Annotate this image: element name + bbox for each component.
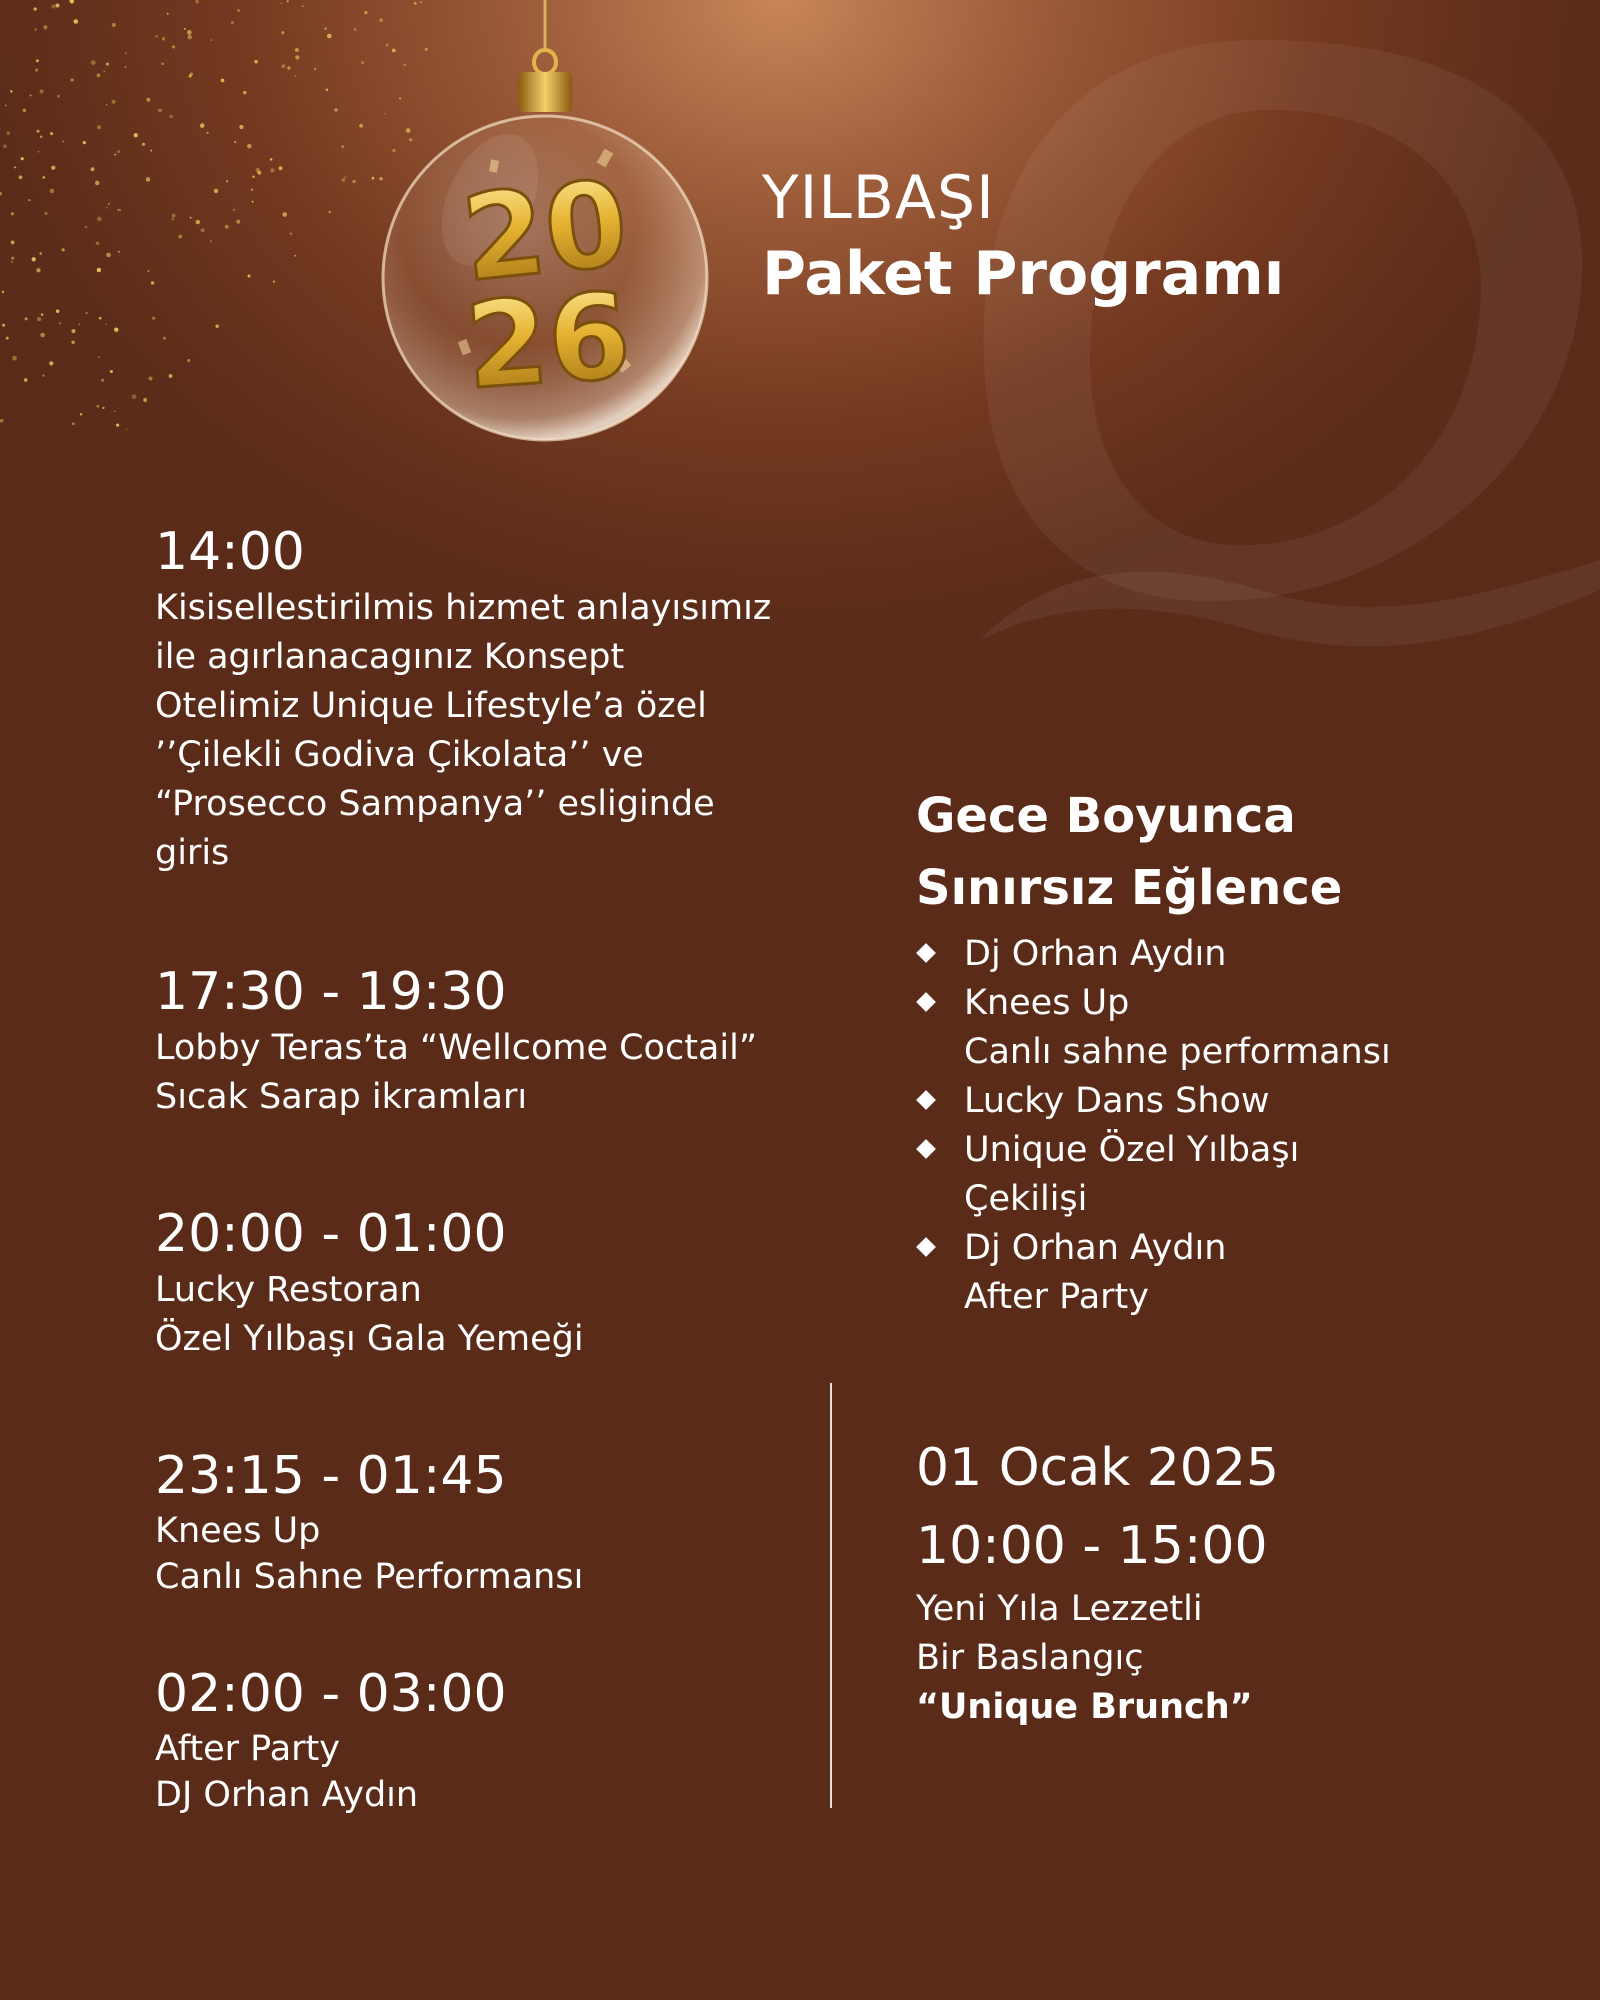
sparkle-dot [214,189,218,193]
sparkle-dot [72,422,75,425]
brunch-desc-line: Bir Baslangıç [916,1638,1144,1678]
sparkle-dot [37,130,40,133]
sparkle-dot [7,131,11,135]
sparkle-dot [114,154,116,156]
sparkle-dot [226,180,228,182]
sparkle-dot [210,240,212,242]
sparkle-dot [114,410,116,412]
list-item-line: Unique Özel Yılbaşı [964,1130,1300,1170]
sparkle-dot [327,34,332,39]
new-year-day-section [916,1435,1556,1732]
sparkle-dot [184,28,186,30]
sparkle-dot [243,91,246,94]
sparkle-dot [169,374,173,378]
sparkle-dot [112,23,116,27]
sparkle-dot [108,203,110,205]
sparkle-dot [11,261,13,263]
entertainment-section [916,780,1556,1322]
sparkle-dot [110,370,113,373]
sparkle-dot [162,37,165,40]
sparkle-dot [295,48,299,52]
sparkle-dot [19,175,23,179]
diamond-bullet-icon [916,1139,936,1159]
schedule-item [155,1202,855,1364]
sparkle-dot [256,168,260,172]
sparkle-dot [97,74,101,78]
sparkle-dot [282,212,287,217]
list-item-line: Dj Orhan Aydın [964,1228,1227,1268]
sparkle-dot [206,132,208,134]
sparkle-dot [83,141,86,144]
entertainment-list [916,930,1556,1322]
sparkle-dot [150,150,152,152]
sparkle-dot [124,66,126,68]
sparkle-dot [248,275,251,278]
entertainment-title-line1: Gece Boyunca [916,788,1296,844]
sparkle-dot [215,324,218,327]
sparkle-dot [91,60,96,65]
schedule-time: 17:30 - 19:30 [155,962,507,1022]
sparkle-dot [71,341,74,344]
diamond-bullet-icon [916,992,936,1012]
schedule-time: 23:15 - 01:45 [155,1446,507,1506]
sparkle-dot [142,143,145,146]
sparkle-dot [352,180,356,184]
sparkle-dot [146,177,150,181]
sparkle-dot [273,280,275,282]
sparkle-dot [91,167,95,171]
sparkle-dot [56,310,59,313]
sparkle-dot [187,35,191,39]
list-item [916,1126,1556,1224]
sparkle-dot [270,158,273,161]
sparkle-dot [117,150,120,153]
schedule-time: 02:00 - 03:00 [155,1664,507,1724]
sparkle-dot [106,253,111,258]
sparkle-dot [6,337,9,340]
sparkle-dot [25,317,28,320]
sparkle-dot [3,144,7,148]
sparkle-dot [11,240,15,244]
schedule-desc-line: giris [155,833,230,873]
sparkle-dot [62,141,64,143]
title-yilbasi: YILBAŞI [762,163,995,233]
sparkle-dot [21,157,24,160]
sparkle-dot [97,268,101,272]
sparkle-dot [35,69,38,72]
schedule-item [155,1662,855,1818]
sparkle-dot [43,25,47,29]
sparkle-dot [190,217,192,219]
sparkle-dot [146,98,150,102]
sparkle-dot [201,228,205,232]
sparkle-dot [43,176,46,179]
sparkle-dot [0,419,3,423]
sparkle-dot [281,64,285,68]
sparkle-dot [149,377,153,381]
sparkle-dot [287,66,290,69]
sparkle-dot [302,5,304,7]
schedule-desc-line: Lucky Restoran [155,1270,422,1310]
sparkle-dot [132,394,137,399]
sparkle-dot [147,270,149,272]
sparkle-dot [118,251,120,253]
list-item-line: Dj Orhan Aydın [964,934,1227,974]
sparkle-dot [102,407,104,409]
sparkle-dot [59,322,62,325]
sparkle-dot [281,2,283,4]
ornament-year-top: 20 [456,153,634,309]
sparkle-dot [34,7,37,10]
sparkle-dot [287,0,289,2]
schedule-desc-line: Knees Up [155,1511,321,1551]
diamond-bullet-icon [916,943,936,963]
sparkle-dot [101,379,104,382]
list-item-line: Lucky Dans Show [964,1081,1270,1121]
schedule-item [155,520,855,878]
sparkle-dot [234,141,236,143]
sparkle-dot [56,4,60,8]
sparkle-dot [32,257,36,261]
sparkle-dot [10,90,12,92]
sparkle-dot [125,52,127,54]
sparkle-dot [35,28,37,30]
schedule-desc-line: Otelimiz Unique Lifestyle’a özel [155,686,707,726]
list-item-subline: Çekilişi [964,1179,1088,1219]
sparkle-dot [221,79,225,83]
schedule-desc-line: Canlı Sahne Performansı [155,1557,584,1597]
list-item [916,1224,1556,1322]
sparkle-dot [49,361,53,365]
schedule-desc-line: After Party [155,1729,340,1769]
sparkle-dot [99,317,102,320]
sparkle-dot [178,235,182,239]
sparkle-dot [98,356,100,358]
sparkle-dot [344,176,346,178]
sparkle-dot [37,151,39,153]
diamond-bullet-icon [916,1090,936,1110]
sparkle-dot [134,133,138,137]
christmas-ornament-image [370,0,720,460]
sparkle-dot [74,19,79,24]
sparkle-dot [79,324,81,326]
sparkle-dot [70,0,74,3]
sparkle-dot [151,281,154,284]
sparkle-dot [334,108,338,112]
sparkle-dot [39,252,42,255]
sparkle-dot [172,218,175,221]
sparkle-dot [189,74,192,77]
title-paket-programi: Paket Programı [762,239,1285,309]
sparkle-dot [143,398,147,402]
entertainment-title-line2: Sınırsız Eğlence [916,860,1343,916]
sparkle-dot [342,178,345,181]
sparkle-dot [40,89,44,93]
sparkle-dot [45,212,48,215]
sparkle-dot [247,144,251,148]
sparkle-dot [41,313,43,315]
schedule-desc-line: “Prosecco Sampanya’’ esliginde [155,784,715,824]
sparkle-dot [295,75,297,77]
sparkle-dot [279,166,283,170]
sparkle-dot [11,212,14,215]
schedule-desc-line: DJ Orhan Aydın [155,1775,419,1815]
sparkle-dot [114,328,118,332]
sparkle-dot [103,70,105,72]
sparkle-dot [24,378,28,382]
sparkle-dot [155,35,158,38]
sparkle-dot [211,39,213,41]
brunch-desc-line: Yeni Yıla Lezzetli [916,1589,1203,1629]
sparkle-dot [80,413,82,415]
schedule-desc-line: ’’Çilekli Godiva Çikolata’’ ve [155,735,644,775]
sparkle-dot [195,0,199,3]
sparkle-dot [252,201,254,203]
sparkle-dot [329,211,331,213]
list-item-subline: After Party [964,1277,1149,1317]
sparkle-dot [0,192,2,196]
sparkle-dot [85,226,88,229]
sparkle-dot [36,59,39,62]
sparkle-dot [252,175,255,178]
list-item [916,930,1556,979]
sparkle-dot [187,359,190,362]
brunch-highlight: “Unique Brunch” [916,1687,1253,1727]
sparkle-dot [158,109,162,113]
sparkle-dot [231,21,234,24]
sparkle-dot [2,324,5,327]
sparkle-dot [105,323,107,325]
sparkle-dot [196,220,200,224]
vertical-divider [830,1383,832,1808]
diamond-bullet-icon [916,1237,936,1257]
sparkle-dot [237,9,240,12]
sparkle-dot [30,94,32,96]
list-item-subline: Canlı sahne performansı [964,1032,1391,1072]
sparkle-dot [61,248,64,251]
sparkle-dot [70,78,73,81]
sparkle-dot [341,145,344,148]
sparkle-dot [152,317,155,320]
sparkle-dot [326,88,329,91]
sparkle-dot [200,123,205,128]
list-item [916,979,1556,1077]
sparkle-dot [172,214,176,218]
sparkle-dot [96,405,99,408]
sparkle-dot [2,291,4,293]
list-item-line: Knees Up [964,983,1130,1023]
page-title [762,160,1284,312]
sparkle-dot [37,317,41,321]
sparkle-dot [251,189,253,191]
schedule-item [155,1444,855,1600]
sparkle-dot [169,115,173,119]
sparkle-dot [314,68,316,70]
schedule-time: 20:00 - 01:00 [155,1204,507,1264]
schedule-desc-line: ile agırlanacagınız Konsept [155,637,625,677]
sparkle-dot [40,333,45,338]
sparkle-dot [294,255,296,257]
sparkle-dot [354,28,357,31]
sparkle-dot [359,124,363,128]
sparkle-dot [97,125,101,129]
sparkle-dot [51,166,55,170]
sparkle-dot [225,225,229,229]
sparkle-dot [106,207,108,209]
sparkle-dot [270,168,274,172]
sparkle-dot [106,104,108,106]
sparkle-dot [51,4,55,8]
sparkle-dot [116,424,119,427]
sparkle-dot [50,132,53,135]
schedule-item [155,960,855,1122]
sparkle-dot [233,209,236,212]
sparkle-dot [365,13,367,15]
sparkle-dot [361,61,364,64]
sparkle-dot [106,62,109,65]
sparkle-dot [117,209,120,212]
sparkle-dot [95,181,99,185]
sparkle-dot [96,241,100,245]
sparkle-dot [295,55,299,59]
sparkle-dot [36,268,40,272]
sparkle-dot [50,189,55,194]
sparkle-dot [172,45,175,48]
sparkle-dot [42,375,44,377]
ornament-year-bottom: 26 [461,266,635,416]
sparkle-dot [290,233,292,235]
sparkle-dot [11,257,14,260]
schedule-time: 14:00 [155,522,305,582]
sparkle-dot [12,356,17,361]
sparkle-dot [5,105,7,107]
sparkle-dot [71,329,75,333]
brunch-date: 01 Ocak 2025 [916,1438,1280,1498]
sparkle-dot [57,95,60,98]
sparkle-dot [112,100,116,104]
schedule-desc-line: Lobby Teras’ta “Wellcome Coctail” [155,1028,757,1068]
sparkle-dot [324,27,327,30]
sparkle-dot [28,199,30,201]
sparkle-dot [23,109,26,112]
sparkle-dot [167,13,169,15]
sparkle-dot [161,63,164,66]
schedule-desc-line: Sıcak Sarap ikramları [155,1077,528,1117]
sparkle-dot [239,125,243,129]
sparkle-dot [126,429,128,431]
sparkle-dot [14,166,16,168]
sparkle-dot [97,217,102,222]
sparkle-dot [282,31,284,33]
list-item [916,1077,1556,1126]
schedule-desc-line: Kisisellestirilmis hizmet anlayısımız [155,588,772,628]
sparkle-dot [254,60,258,64]
sparkle-dot [163,337,166,340]
sparkle-dot [40,135,43,138]
brunch-time: 10:00 - 15:00 [916,1516,1268,1576]
sparkle-dot [187,30,192,35]
schedule-desc-line: Özel Yılbaşı Gala Yemeği [155,1319,584,1359]
sparkle-dot [86,312,88,314]
sparkle-dot [236,220,240,224]
